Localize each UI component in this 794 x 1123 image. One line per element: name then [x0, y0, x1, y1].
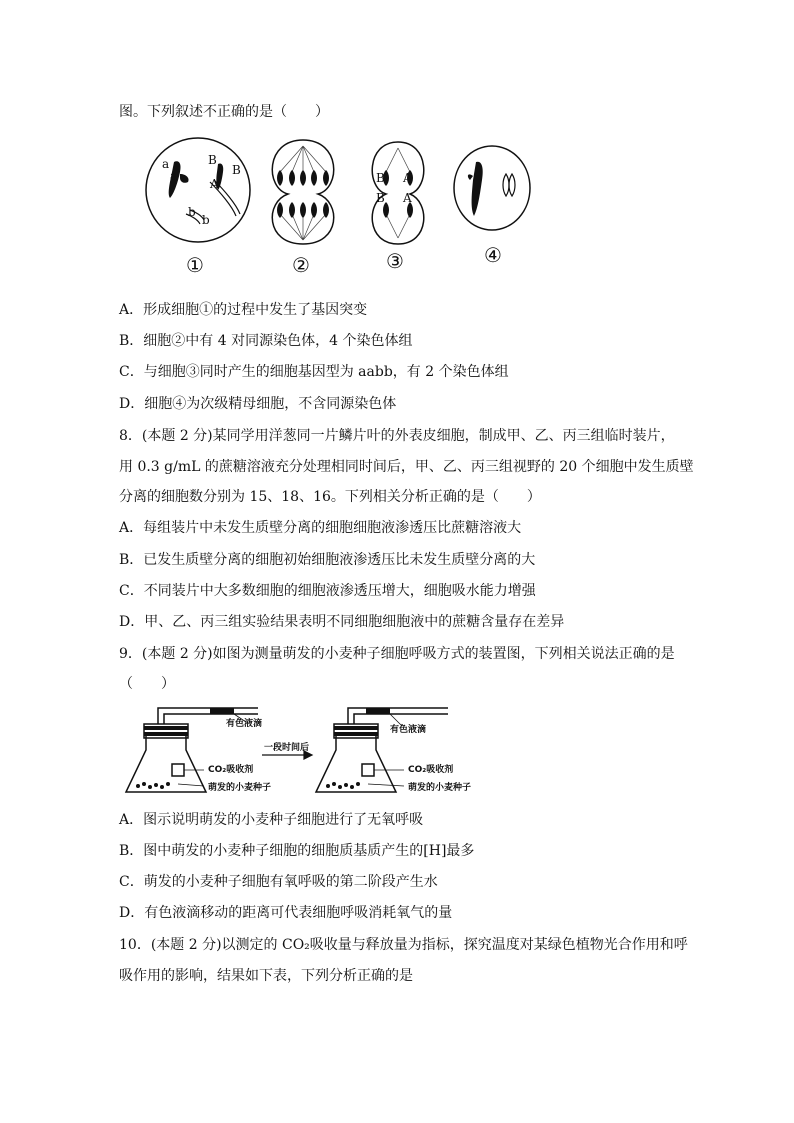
label-seeds-left: 萌发的小麦种子	[208, 783, 272, 793]
label-absorbent-right: CO₂吸收剂	[408, 765, 454, 775]
gene-letter: B	[208, 153, 217, 167]
absorbent-cup-right	[362, 764, 374, 776]
cell-1-outline	[146, 138, 250, 242]
q9-option-d: D．有色液滴移动的距离可代表细胞呼吸消耗氧气的量	[119, 905, 453, 921]
q8-option-a: A．每组装片中未发生质壁分离的细胞细胞液渗透压比蔗糖溶液大	[119, 520, 522, 536]
label-droplet-right: 有色液滴	[390, 725, 427, 735]
q7-option-c: C．与细胞③同时产生的细胞基因型为 aabb，有 2 个染色体组	[119, 364, 509, 380]
gene-letter: b	[202, 213, 210, 227]
label-droplet-left: 有色液滴	[226, 719, 263, 729]
flask-left	[126, 736, 206, 792]
label-absorbent-left: CO₂吸收剂	[208, 765, 254, 775]
q9-option-c: C．萌发的小麦种子细胞有氧呼吸的第二阶段产生水	[119, 874, 438, 890]
q8-option-c: C．不同装片中大多数细胞的细胞液渗透压增大，细胞吸水能力增强	[119, 583, 536, 599]
gene-letter: B	[232, 163, 241, 177]
figure-label-1: ①	[186, 253, 204, 277]
gene-letter: A	[403, 171, 412, 185]
label-arrow: 一段时间后	[264, 743, 310, 753]
q7-option-b: B．细胞②中有 4 对同源染色体，4 个染色体组	[119, 333, 413, 349]
q8-option-d: D．甲、乙、丙三组实验结果表明不同细胞细胞液中的蔗糖含量存在差异	[119, 614, 565, 630]
figure-label-2: ②	[292, 253, 310, 277]
q10-stem-line-2: 吸作用的影响，结果如下表，下列分析正确的是	[119, 968, 413, 984]
q8-stem-line-3: 分离的细胞数分别为 15、18、16。下列相关分析正确的是（ ）	[119, 489, 541, 505]
chromosome	[180, 174, 189, 183]
q10-stem-line-1: 10．(本题 2 分)以测定的 CO₂吸收量与释放量为指标，探究温度对某绿色植物光合作用和呼	[119, 937, 688, 953]
gene-letter: B	[376, 171, 385, 185]
q9-stem-line-2: （ ）	[119, 676, 175, 692]
q8-stem-line-1: 8．(本题 2 分)某同学用洋葱同一片鳞片叶的外表皮细胞，制成甲、乙、丙三组临时装片，	[119, 428, 675, 444]
gene-letter: B	[376, 191, 385, 205]
q9-option-b: B．图中萌发的小麦种子细胞的细胞质基质产生的[H]最多	[119, 843, 475, 859]
absorbent-cup-left	[172, 764, 184, 776]
cell-4-outline	[454, 146, 530, 230]
label-seeds-right: 萌发的小麦种子	[408, 783, 472, 793]
gene-letter: b	[188, 205, 196, 219]
q9-option-a: A．图示说明萌发的小麦种子细胞进行了无氧呼吸	[119, 812, 424, 828]
respiration-apparatus-figure	[118, 700, 498, 800]
q9-stem-line-1: 9．(本题 2 分)如图为测量萌发的小麦种子细胞呼吸方式的装置图，下列相关说法正确的是	[119, 646, 675, 662]
flask-right	[316, 736, 396, 792]
figure-label-3: ③	[386, 249, 404, 273]
q7-option-a: A．形成细胞①的过程中发生了基因突变	[119, 302, 368, 318]
gene-letter: A	[403, 191, 412, 205]
q7-intro: 图。下列叙述不正确的是（ ）	[119, 104, 329, 120]
gene-letter: a	[162, 157, 170, 171]
q8-stem-line-2: 用 0.3 g/mL 的蔗糖溶液充分处理相同时间后，甲、乙、丙三组视野的 20 个细胞中发生质壁	[119, 459, 694, 475]
gene-letter: a	[170, 169, 178, 183]
droplet-left	[210, 708, 234, 714]
q7-option-d: D．细胞④为次级精母细胞，不含同源染色体	[119, 396, 397, 412]
gene-letter: A	[210, 177, 219, 191]
q8-option-b: B．已发生质壁分离的细胞初始细胞液渗透压比未发生质壁分离的大	[119, 552, 536, 568]
figure-label-4: ④	[484, 243, 502, 267]
meiosis-figure	[140, 132, 540, 282]
droplet-right	[366, 708, 390, 714]
